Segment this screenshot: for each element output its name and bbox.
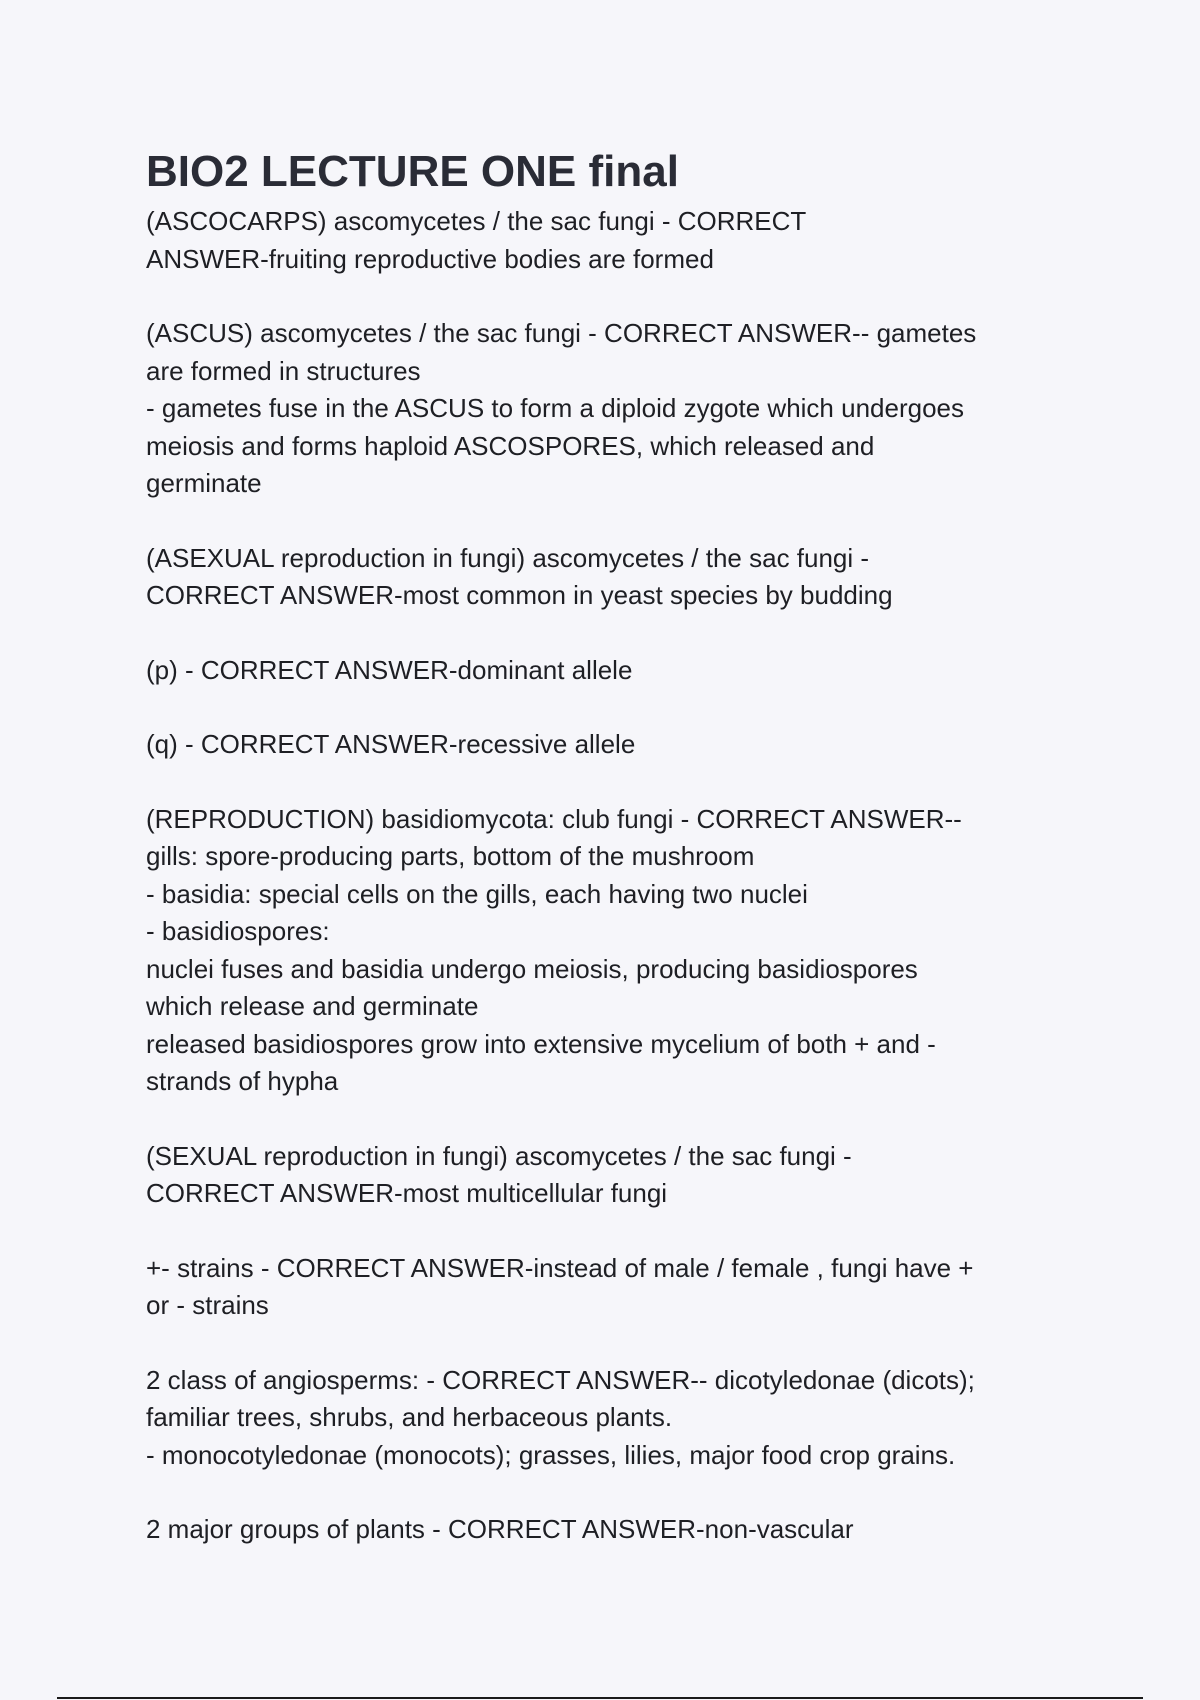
entry-text-line: (p) - CORRECT ANSWER-dominant allele — [146, 654, 633, 685]
entry-text-line: germinate — [146, 468, 262, 498]
entry-text-line: or - strains — [146, 1290, 269, 1320]
entry-text-line: (SEXUAL reproduction in fungi) ascomycetes / the sac fungi - — [146, 1140, 852, 1171]
entry-text-line: CORRECT ANSWER-most common in yeast species by budding — [146, 580, 893, 610]
entry-text-line: gills: spore-producing parts, bottom of the mushroom — [146, 841, 755, 871]
entry-text-line: ANSWER-fruiting reproductive bodies are formed — [146, 243, 714, 274]
entry-text-line: (REPRODUCTION) basidiomycota: club fungi - CORRECT ANSWER-- — [146, 803, 962, 834]
qa-entry — [146, 1362, 1066, 1475]
entry-text-line: CORRECT ANSWER-most multicellular fungi — [146, 1178, 668, 1208]
entry-text-line: - monocotyledonae (monocots); grasses, lilies, major food crop grains. — [146, 1439, 956, 1470]
qa-entry — [146, 203, 1066, 278]
entry-text-line: (q) - CORRECT ANSWER-recessive allele — [146, 729, 636, 759]
qa-entry — [146, 1511, 1066, 1549]
entry-text-line: nuclei fuses and basidia undergo meiosis, producing basidiospores — [146, 953, 918, 984]
entry-text-line: - basidia: special cells on the gills, each having two nuclei — [146, 878, 808, 909]
entry-text-line: (ASCUS) ascomycetes / the sac fungi - CORRECT ANSWER-- gametes — [146, 318, 977, 348]
qa-entry — [146, 1138, 1066, 1213]
document-content — [146, 142, 1066, 1586]
page-bottom-divider — [57, 1697, 1143, 1699]
qa-entry — [146, 652, 1066, 690]
document-title: BIO2 LECTURE ONE final — [146, 147, 679, 196]
entry-text-line: 2 major groups of plants - CORRECT ANSWER-non-vascular — [146, 1514, 854, 1544]
entry-text-line: which release and germinate — [146, 991, 479, 1021]
qa-entry — [146, 540, 1066, 615]
entry-text-line: - basidiospores: — [146, 916, 330, 946]
qa-entry — [146, 801, 1066, 1101]
entry-text-line: meiosis and forms haploid ASCOSPORES, which released and — [146, 430, 875, 461]
entry-text-line: +- strains - CORRECT ANSWER-instead of male / female , fungi have + — [146, 1252, 974, 1283]
qa-entry — [146, 315, 1066, 503]
entry-text-line: are formed in structures — [146, 355, 421, 386]
entry-list — [146, 203, 1066, 1549]
entry-text-line: 2 class of angiosperms: - CORRECT ANSWER-- dicotyledonae (dicots); — [146, 1364, 975, 1395]
qa-entry — [146, 726, 1066, 764]
entry-text-line: (ASEXUAL reproduction in fungi) ascomycetes / the sac fungi - — [146, 542, 870, 573]
entry-text-line: - gametes fuse in the ASCUS to form a diploid zygote which undergoes — [146, 393, 964, 423]
entry-text-line: released basidiospores grow into extensive mycelium of both + and - — [146, 1028, 936, 1059]
qa-entry — [146, 1250, 1066, 1325]
entry-text-line: familiar trees, shrubs, and herbaceous plants. — [146, 1402, 673, 1432]
entry-text-line: (ASCOCARPS) ascomycetes / the sac fungi - CORRECT — [146, 206, 807, 236]
entry-text-line: strands of hypha — [146, 1066, 339, 1096]
